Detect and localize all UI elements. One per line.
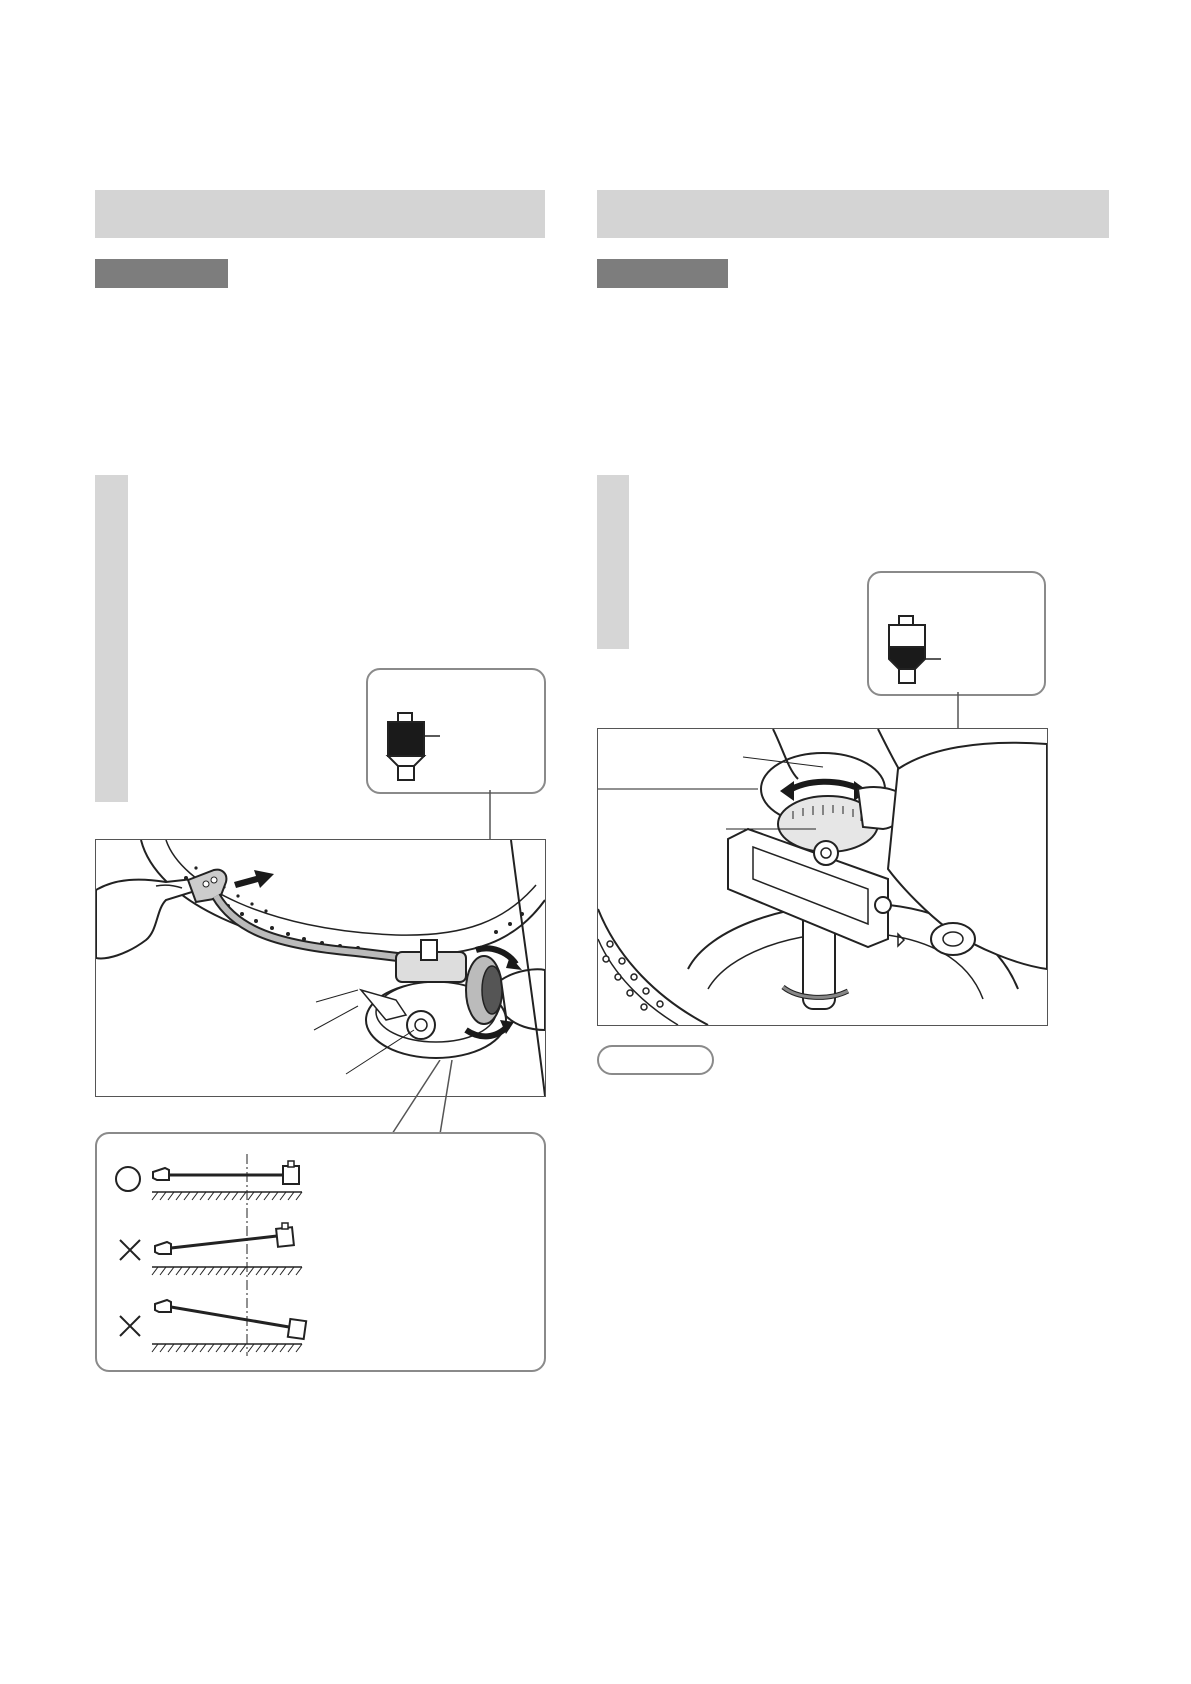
right-note-pill: [597, 1045, 714, 1075]
headshell-marker-icon: [368, 670, 544, 792]
left-step-sidebar: [95, 475, 128, 802]
left-section-tag: [95, 259, 228, 288]
right-section-tag: [597, 259, 728, 288]
right-marker-callout: [867, 571, 1046, 696]
balance-diagrams: [97, 1134, 544, 1370]
tonearm-illustration: [96, 840, 545, 1096]
tilted-up-arm-icon: [155, 1223, 294, 1254]
wrong-cross-icon: [120, 1316, 140, 1336]
tonearm-balance-panel: [95, 1132, 546, 1372]
counterweight-illustration: [598, 729, 1047, 1025]
right-counterweight-figure: [597, 728, 1048, 1026]
tilted-down-arm-icon: [155, 1300, 306, 1339]
correct-circle-icon: [116, 1167, 140, 1191]
level-arm-icon: [153, 1161, 299, 1184]
right-section-header-band: [597, 190, 1109, 238]
left-tonearm-figure: [95, 839, 546, 1097]
left-marker-callout: [366, 668, 546, 794]
left-section-header-band: [95, 190, 545, 238]
right-step-sidebar: [597, 475, 629, 649]
pressure-marker-icon: [869, 573, 1044, 694]
wrong-cross-icon: [120, 1240, 140, 1260]
left-zoom-leader: [380, 1060, 460, 1140]
